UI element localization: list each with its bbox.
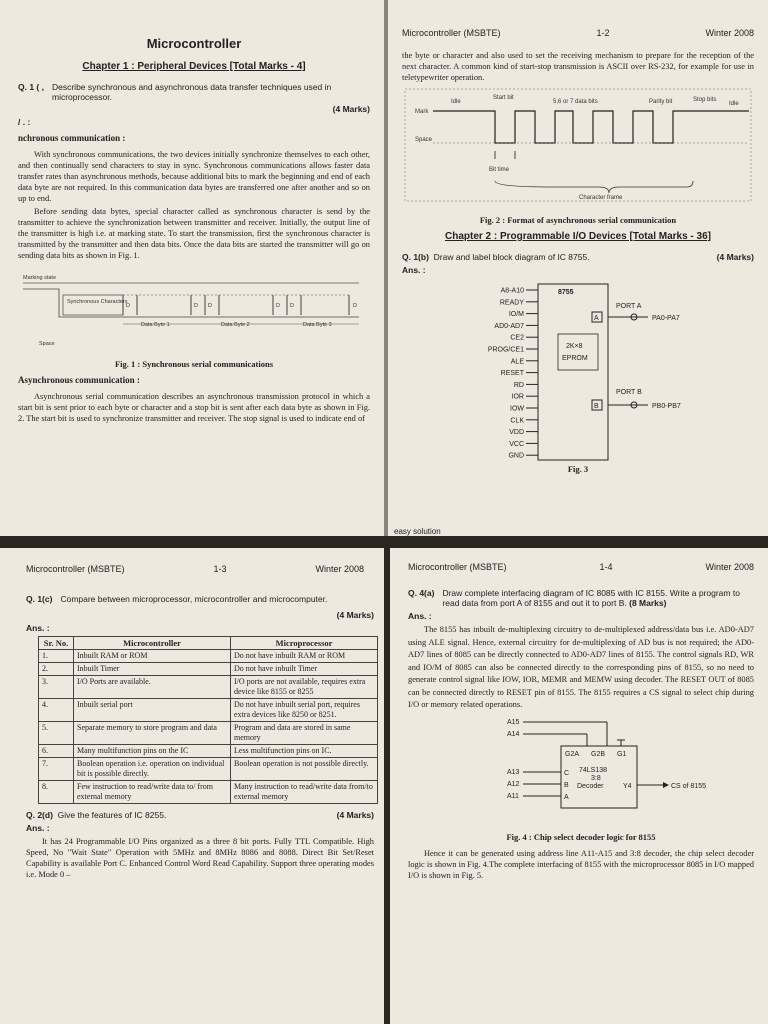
fig4-decoder-diagram: [431, 714, 731, 826]
fig1-sync-diagram: [19, 269, 369, 353]
page-header: [402, 28, 754, 38]
page-header: [408, 562, 754, 572]
page-header: [26, 564, 374, 574]
question-text: Compare between microprocessor, microcontroller and microcomputer.: [60, 594, 328, 604]
async-heading: Asynchronous communication :: [18, 375, 140, 385]
question-marks: (4 Marks): [336, 810, 374, 820]
g1-pin: G1: [617, 750, 627, 758]
table-cell: Many instruction to read/write data from/to external memory: [231, 781, 378, 804]
question-number: Q. 4(a): [408, 588, 435, 598]
pin-c: C: [564, 769, 570, 777]
question: [18, 82, 370, 102]
idle-left-label: Idle: [451, 99, 461, 105]
answer-label: / . :: [18, 117, 31, 127]
question: [26, 594, 374, 604]
table-row: [39, 676, 378, 699]
data-byte-1-label: Data Byte 1: [141, 322, 170, 328]
table-cell: Program and data are stored in same memory: [231, 722, 378, 745]
a13-label: A13: [507, 768, 520, 776]
g2b-pin: G2B: [591, 750, 606, 758]
table-cell: Do not have inbuilt RAM or ROM: [231, 650, 378, 663]
table-row: [39, 663, 378, 676]
table-cell: 3.: [39, 676, 74, 699]
table-row: [39, 722, 378, 745]
question-number: Q. 1(b): [402, 252, 429, 262]
table-header-row: [39, 637, 378, 650]
paragraph: It has 24 Programmable I/O Pins organized as a three 8 bit ports. Fully TTL Compatible. High Speed, No "Wait State" Operation with 5MHz and 8MHz 8086 and 8088. Direct Bit Set/Reset Capability is available Port C. Enhanced Control Word Read Capability. Support three operating modes i.e. Mode 0 –: [26, 837, 374, 879]
chapter-heading: Chapter 2 : Programmable I/O Devices [Total Marks - 36]: [444, 231, 711, 242]
pin-label: GND: [508, 452, 524, 460]
pin-label: RD: [513, 381, 524, 389]
fig3-8755-diagram: [428, 278, 728, 464]
port-a-label: PORT A: [616, 303, 642, 310]
chip-8755-label: 8755: [558, 289, 574, 296]
table-cell: Boolean operation is not possible directly.: [231, 758, 378, 781]
column-header: Microcontroller: [74, 637, 231, 650]
pin-label: READY: [499, 299, 524, 307]
table-row: [39, 699, 378, 722]
paragraph: Asynchronous serial communication describes an asynchronous transmission protocol in which a start bit is sent prior to each byte or character and a stop bit is sent after each data byte as shown in Fig. 2. The start bit is used to synchronize transmitter and receiver. The stop signal is used to indicate end of: [18, 392, 370, 423]
fig2-async-diagram: [403, 85, 753, 209]
pin-label: IOW: [510, 405, 524, 413]
pin-label: A8-A10: [500, 287, 524, 295]
question: [402, 252, 754, 262]
question-marks: (4 Marks): [336, 610, 374, 620]
chip-label: 74LS138: [579, 766, 608, 774]
column-header: Sr. No.: [39, 637, 74, 650]
question-number: Q. 1(c): [26, 594, 53, 604]
bit-time-label: Bit time: [489, 167, 510, 173]
stop-bits-label: Stop bits: [693, 97, 717, 103]
table-row: [39, 781, 378, 804]
mark-label: Mark: [415, 109, 429, 115]
header-left: Microcontroller (MSBTE): [26, 564, 125, 574]
idle-right-label: Idle: [729, 101, 739, 107]
chapter-heading: Chapter 1 : Peripheral Devices [Total Marks - 4]: [82, 61, 306, 72]
page-footer: easy solution: [394, 527, 441, 536]
pin-label: RESET: [500, 370, 524, 378]
sync-chars-label: Synchronous Characters: [67, 299, 128, 305]
pin-label: PROG/CE1: [487, 346, 524, 354]
table-cell: 2.: [39, 663, 74, 676]
table-row: [39, 745, 378, 758]
port-b-box: B: [594, 403, 599, 410]
table-cell: 1.: [39, 650, 74, 663]
parity-bit-label: Parity bit: [649, 99, 673, 105]
cs-output-label: CS of 8155: [671, 782, 707, 790]
header-center: 1-3: [213, 564, 227, 574]
paragraph: The 8155 has inbuilt de-multiplexing circuitry to de-multiplexed address/data bus i.e. AD0-AD7 using ALE signal. Hence, external circuitry for de-multiplexing of AD bus is not required; the AD0-AD7 lines of 8085 can be directly connected to AD0-AD7 lines of 8155. The control signals RD, WR and IO/M of 8085 can also be connected directly to the corresponding pins of 8155, so no need to generate control signal like IOW, IOR, MEMR and MEMW using decoder. The RESET OUT of 8085 can be connected directly to RESET pin of 8155. The 8155 requires a CS signal to select chip during I/O or memory related operations.: [408, 625, 754, 709]
table-cell: Inbuilt Timer: [74, 663, 231, 676]
pin-label: VDD: [509, 429, 524, 437]
table-cell: 7.: [39, 758, 74, 781]
question-number: Q. 2(d): [26, 810, 53, 820]
table-cell: 4.: [39, 699, 74, 722]
page-4: [390, 548, 768, 1024]
question-marks: (4 Marks): [716, 252, 754, 262]
question-text: Describe synchronous and asynchronous data transfer techniques used in microprocessor.: [51, 82, 332, 102]
pin-label: ALE: [510, 358, 524, 366]
table-row: [39, 650, 378, 663]
decoder-ratio: 3:8: [591, 774, 601, 782]
pin-label: IO/M: [508, 311, 524, 319]
table-cell: Less multifunction pins on IC.: [231, 745, 378, 758]
question-number: Q. 1 ( ,: [18, 82, 44, 92]
bit-d0: D: [208, 303, 212, 309]
data-byte-2-label: Data Byte 2: [221, 322, 250, 328]
fig3-caption: Fig. 3: [567, 464, 589, 474]
table-cell: Inbuilt RAM or ROM: [74, 650, 231, 663]
sync-heading: nchronous communication :: [18, 133, 126, 143]
pin-label: CLK: [510, 417, 524, 425]
pin-label: VCC: [509, 440, 524, 448]
port-b-label: PORT B: [616, 389, 642, 396]
pa-label: PA0-PA7: [652, 315, 680, 322]
table-cell: 8.: [39, 781, 74, 804]
table-cell: Inbuilt serial port: [74, 699, 231, 722]
table-cell: Boolean operation i.e. operation on individual bit is possible directly.: [74, 758, 231, 781]
table-cell: I/O Ports are available.: [74, 676, 231, 699]
bit-d0: D: [290, 303, 294, 309]
a11-label: A11: [507, 792, 519, 800]
fig2-caption: Fig. 2 : Format of asynchronous serial communication: [479, 215, 677, 225]
a12-label: A12: [507, 780, 520, 788]
space-label: Space: [39, 341, 55, 347]
paragraph: the byte or character and also used to set the receiving mechanism to prepare for the reception of the next character. A common kind of start-stop transmission is ASCII over RS-232, for example for use in teletypewriter operation.: [402, 51, 754, 82]
header-center: 1-2: [596, 28, 610, 38]
question: [408, 588, 754, 608]
answer-label: Ans. :: [408, 611, 432, 621]
bit-d7: D: [353, 303, 357, 309]
bit-d0: D: [126, 303, 130, 309]
paragraph: Hence it can be generated using address line A11-A15 and 3:8 decoder, the chip select decoder logic is shown in Fig. 4.The complete interfacing of 8155 with the microprocessor 8085 in I/O mapped I/O is shown in Fig. 5.: [408, 848, 754, 880]
paragraph: With synchronous communications, the two devices initially synchronize themselves to each other, and then continually send characters to stay in sync. Synchronous communications allows faster data transfer rates than asynchronous methods, because additional bits to mark the beginning and end of each data byte are not required. In this communication data bytes are transferred one after another and so on up to end.: [18, 150, 370, 203]
header-right: Winter 2008: [705, 562, 754, 572]
bit-d7: D: [194, 303, 198, 309]
a15-label: A15: [507, 718, 520, 726]
table-cell: I/O ports are not available, requires extra device like 8155 or 8255: [231, 676, 378, 699]
header-right: Winter 2008: [705, 28, 754, 38]
fig4-caption: Fig. 4 : Chip select decoder logic for 8155: [506, 831, 656, 842]
question-marks: (4 Marks): [332, 104, 370, 114]
answer-label: Ans. :: [402, 265, 426, 275]
question-text: Draw and label block diagram of IC 8755.: [433, 252, 590, 262]
book-title: Microcontroller: [146, 36, 242, 51]
answer-label: Ans. :: [26, 623, 50, 633]
fig1-caption: Fig. 1 : Synchronous serial communications: [114, 359, 274, 369]
header-left: Microcontroller (MSBTE): [408, 562, 507, 572]
pin-a: A: [564, 793, 569, 801]
header-right: Winter 2008: [315, 564, 364, 574]
table-cell: Do not have inbuilt serial port, requires extra devices like 8250 or 8251.: [231, 699, 378, 722]
page-3: [0, 548, 384, 1024]
port-a-box: A: [594, 315, 599, 322]
data-byte-3-label: Data Byte 3: [303, 322, 332, 328]
table-cell: 6.: [39, 745, 74, 758]
page-2: [388, 0, 768, 536]
y4-pin: Y4: [623, 782, 632, 790]
space-label: Space: [415, 137, 433, 143]
a14-label: A14: [507, 730, 520, 738]
table-cell: 5.: [39, 722, 74, 745]
page-1: [0, 0, 384, 536]
decoder-label: Decoder: [577, 782, 604, 790]
pin-b: B: [564, 781, 569, 789]
column-header: Microprocessor: [231, 637, 378, 650]
paragraph: Before sending data bytes, special character called as synchronous character is send by the transmitter to achieve the synchronization between transmitter and receiver. Initially, the output line of the transmitter is high i.e. at marking state. To start the transmission, first the synchronous character is transmitted by the transmitter and then data bits. Once the data bits are started the transmitter will go on sending data bits as shown in Fig. 1.: [18, 207, 370, 260]
marking-state-label: Marking state: [23, 275, 57, 281]
char-frame-label: Character frame: [579, 195, 623, 201]
answer-label: Ans. :: [26, 823, 50, 833]
bit-d7: D: [276, 303, 280, 309]
table-cell: Separate memory to store program and data: [74, 722, 231, 745]
table-cell: Many multifunction pins on the IC: [74, 745, 231, 758]
table-cell: Few instruction to read/write data to/ from external memory: [74, 781, 231, 804]
pin-label: AD0-AD7: [494, 322, 524, 330]
start-bit-label: Start bit: [493, 95, 514, 101]
question-text: Give the features of IC 8255.: [57, 810, 167, 820]
eprom-label: EPROM: [562, 355, 588, 362]
pin-label: CE2: [510, 334, 524, 342]
question-marks: (8 Marks): [629, 598, 667, 608]
table-cell: Do not have inbuilt Timer: [231, 663, 378, 676]
question: [26, 810, 374, 820]
header-center: 1-4: [599, 562, 613, 572]
header-left: Microcontroller (MSBTE): [402, 28, 501, 38]
comparison-table: [38, 636, 378, 804]
question-text: Draw complete interfacing diagram of IC 8085 with IC 8155. Write a program to read data from port A of 8155 and out it to port B.: [442, 588, 740, 608]
pin-label: IOR: [511, 393, 524, 401]
eprom-size-label: 2K×8: [566, 343, 583, 350]
g2a-pin: G2A: [565, 750, 580, 758]
pb-label: PB0-PB7: [652, 403, 681, 410]
table-row: [39, 758, 378, 781]
data-bits-label: 5,6 or 7 data bits: [553, 99, 598, 105]
